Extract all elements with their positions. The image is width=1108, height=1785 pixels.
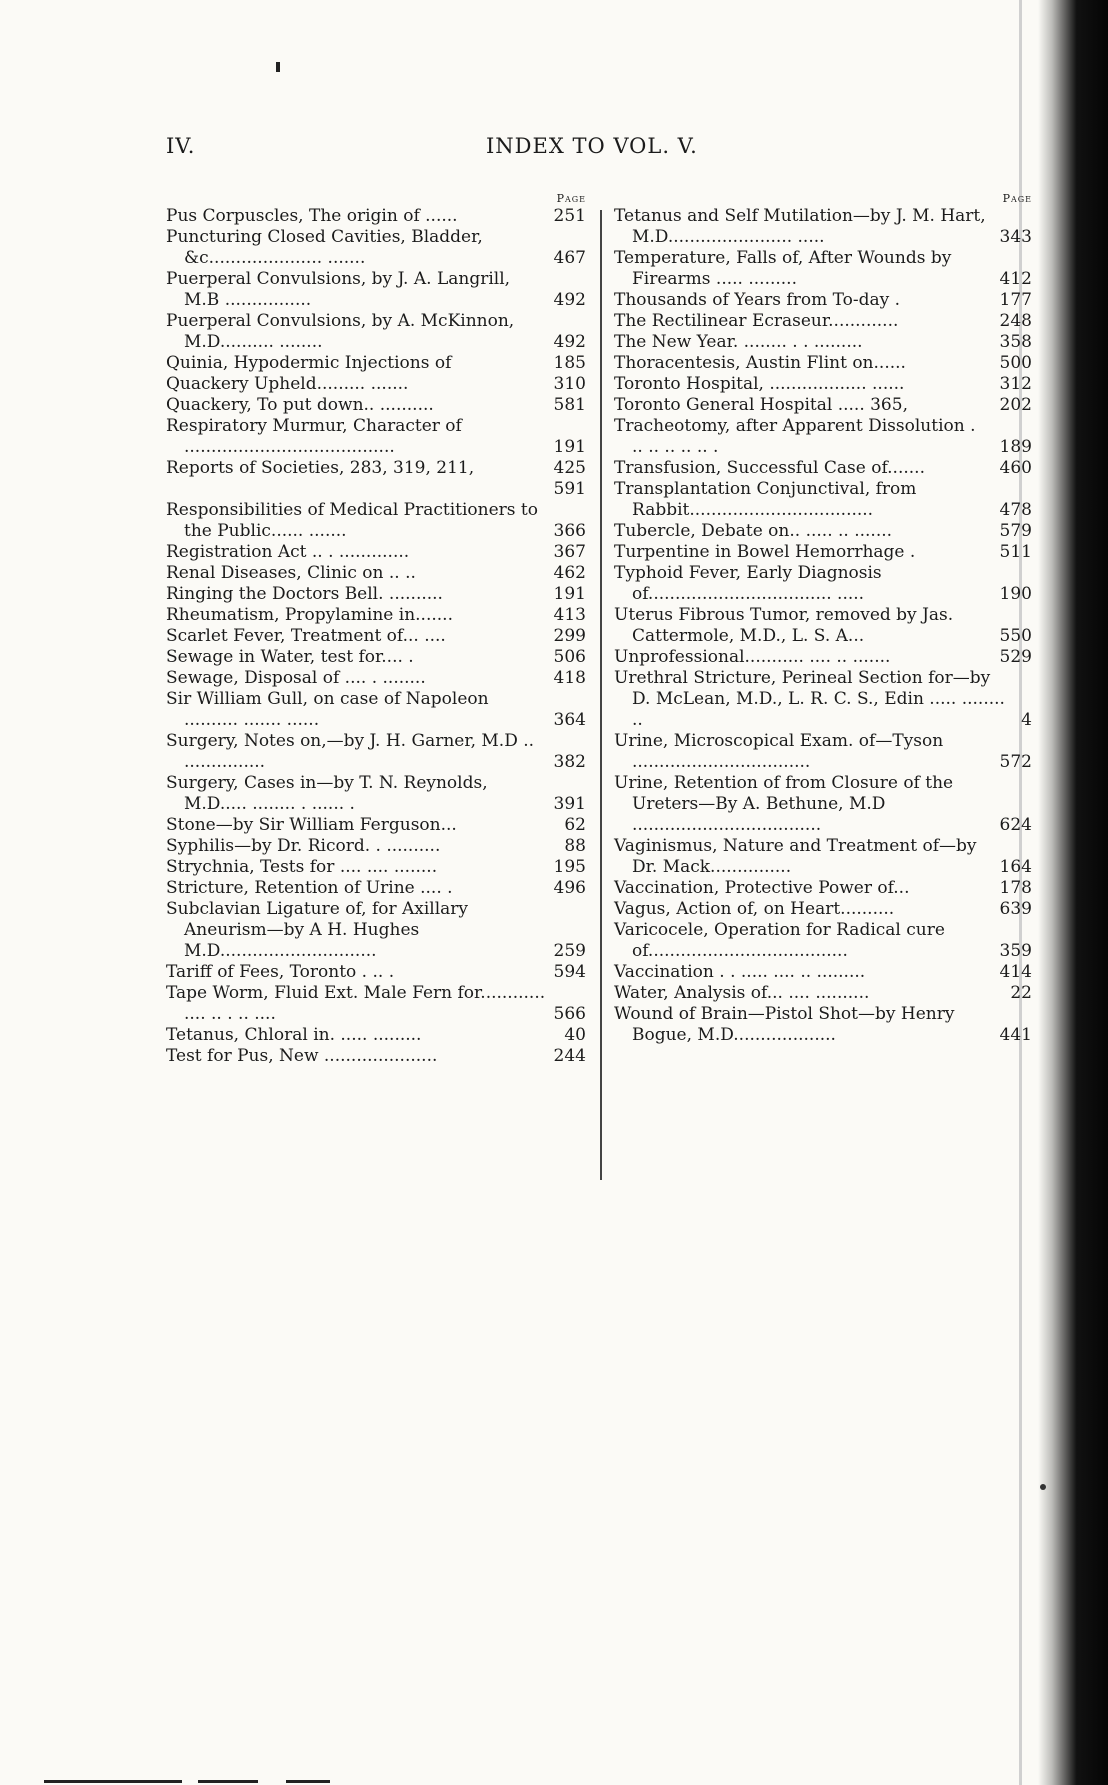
entry-text: Toronto General Hospital ..... 365, (614, 395, 908, 415)
entry-text: Puerperal Convulsions, by A. McKinnon, M.D.......... ........ (166, 311, 515, 352)
entry-page-number: 358 (999, 332, 1032, 352)
entry-page-number: 189 (999, 437, 1032, 457)
index-entry (166, 269, 586, 311)
entry-text: Responsibilities of Medical Practitioners to the Public...... ....... (166, 500, 538, 541)
entry-page-number: 579 (999, 521, 1032, 541)
footer-rule (286, 1780, 330, 1783)
index-entry (614, 206, 1032, 248)
index-entry (166, 836, 586, 857)
folio-number: IV. (166, 134, 196, 158)
right-column (614, 192, 1032, 1046)
entry-text: Strychnia, Tests for .... .... ........ (166, 857, 438, 877)
index-entry (614, 563, 1032, 605)
footer-rule (198, 1780, 258, 1783)
entry-page-number: 500 (999, 353, 1032, 373)
left-entry-list (166, 206, 586, 1067)
index-entry (614, 920, 1032, 962)
index-entry (166, 983, 586, 1025)
entry-page-number: 4 (1021, 710, 1032, 730)
entry-text: Pus Corpuscles, The origin of ...... (166, 206, 458, 226)
entry-text: Subclavian Ligature of, for Axillary Aneurism—by A H. Hughes M.D............................. (166, 899, 469, 961)
index-entry (166, 584, 586, 605)
entry-page-number: 425 (553, 458, 586, 478)
left-page-label: Page (556, 192, 586, 205)
entry-text: Stricture, Retention of Urine .... . (166, 878, 453, 898)
entry-text: Sir William Gull, on case of Napoleon .......... ....... ...... (166, 689, 489, 730)
index-entry (614, 416, 1032, 458)
entry-page-number: 506 (553, 647, 586, 667)
entry-page-number: 382 (553, 752, 586, 772)
index-entry (166, 1025, 586, 1046)
entry-page-number: 62 (564, 815, 586, 835)
entry-page-number: 195 (553, 857, 586, 877)
entry-text: Water, Analysis of... .... .......... (614, 983, 870, 1003)
entry-page-number: 22 (1010, 983, 1032, 1003)
entry-text: Sewage, Disposal of .... . ........ (166, 668, 426, 688)
entry-text: Turpentine in Bowel Hemorrhage . (614, 542, 916, 562)
entry-text: Tape Worm, Fluid Ext. Male Fern for............ .... .. . .. .... (166, 983, 546, 1024)
entry-page-number: 441 (999, 1025, 1032, 1045)
entry-page-number: 202 (999, 395, 1032, 415)
entry-text: Tetanus and Self Mutilation—by J. M. Hart, M.D....................... ..... (614, 206, 986, 247)
entry-page-number: 492 (553, 332, 586, 352)
entry-page-number: 310 (553, 374, 586, 394)
entry-page-number: 40 (564, 1025, 586, 1045)
entry-page-number: 414 (999, 962, 1032, 982)
entry-text: Quackery, To put down.. .......... (166, 395, 434, 415)
entry-text: Syphilis—by Dr. Ricord. . .......... (166, 836, 441, 856)
entry-page-number: 462 (553, 563, 586, 583)
entry-text: Transplantation Conjunctival, from Rabbit.................................. (614, 479, 917, 520)
entry-text: Rheumatism, Propylamine in....... (166, 605, 453, 625)
index-entry (166, 899, 586, 962)
entry-text: Tubercle, Debate on.. ..... .. ....... (614, 521, 893, 541)
entry-page-number: 639 (999, 899, 1032, 919)
entry-page-number: 366 (553, 521, 586, 541)
entry-page-number: 418 (553, 668, 586, 688)
entry-text: Surgery, Notes on,—by J. H. Garner, M.D .. ............... (166, 731, 535, 772)
index-entry (614, 983, 1032, 1004)
entry-text: Puncturing Closed Cavities, Bladder, &c..................... ....... (166, 227, 483, 268)
index-entry (614, 332, 1032, 353)
entry-text: The New Year. ........ . . ......... (614, 332, 863, 352)
ink-mark (276, 62, 280, 72)
entry-text: Test for Pus, New ..................... (166, 1046, 438, 1066)
index-entry (166, 878, 586, 899)
index-entry (614, 521, 1032, 542)
index-entry (614, 458, 1032, 479)
entry-text: Vaccination . . ..... .... .. ......... (614, 962, 866, 982)
entry-page-number: 178 (999, 878, 1032, 898)
entry-text: Tariff of Fees, Toronto . .. . (166, 962, 395, 982)
entry-page-number: 413 (553, 605, 586, 625)
entry-page-number: 492 (553, 290, 586, 310)
entry-text: Urine, Retention of from Closure of the Ureters—By A. Bethune, M.D ................................... (614, 773, 954, 835)
index-entry (166, 479, 586, 500)
entry-page-number: 251 (553, 206, 586, 226)
index-entry (166, 395, 586, 416)
index-entry (166, 227, 586, 269)
entry-page-number: 550 (999, 626, 1032, 646)
entry-text: Renal Diseases, Clinic on .. .. (166, 563, 416, 583)
entry-page-number: 496 (553, 878, 586, 898)
index-entry (166, 563, 586, 584)
right-page-label: Page (1002, 192, 1032, 205)
entry-text: Toronto Hospital, .................. ...... (614, 374, 905, 394)
index-entry (614, 899, 1032, 920)
index-entry (166, 500, 586, 542)
entry-page-number: 259 (553, 941, 586, 961)
index-entry (166, 731, 586, 773)
entry-page-number: 191 (553, 437, 586, 457)
entry-text: Quackery Upheld......... ....... (166, 374, 409, 394)
column-divider (600, 210, 602, 1180)
index-entry (614, 668, 1032, 731)
entry-text: Vaccination, Protective Power of... (614, 878, 910, 898)
entry-page-number: 412 (999, 269, 1032, 289)
index-entry (166, 458, 586, 479)
entry-page-number: 185 (553, 353, 586, 373)
entry-text: Scarlet Fever, Treatment of... .... (166, 626, 446, 646)
index-entry (614, 395, 1032, 416)
index-entry (614, 962, 1032, 983)
entry-page-number: 343 (999, 227, 1032, 247)
entry-text: Urine, Microscopical Exam. of—Tyson ................................. (614, 731, 944, 772)
entry-page-number: 594 (553, 962, 586, 982)
index-entry (614, 353, 1032, 374)
entry-text: Typhoid Fever, Early Diagnosis of.................................. ..... (614, 563, 882, 604)
entry-text: Thousands of Years from To-day . (614, 290, 901, 310)
index-entry (166, 311, 586, 353)
entry-page-number: 467 (553, 248, 586, 268)
index-entry (614, 311, 1032, 332)
entry-text: Quinia, Hypodermic Injections of (166, 353, 452, 373)
entry-page-number: 299 (553, 626, 586, 646)
entry-page-number: 624 (999, 815, 1032, 835)
entry-text: Puerperal Convulsions, by J. A. Langrill, M.B ................ (166, 269, 511, 310)
entry-page-number: 88 (564, 836, 586, 856)
stray-dot (1040, 1484, 1046, 1490)
index-entry (166, 353, 586, 374)
footer-rule (44, 1780, 182, 1783)
scan-edge-shadow (1038, 0, 1108, 1785)
entry-page-number: 359 (999, 941, 1032, 961)
entry-page-number: 566 (553, 1004, 586, 1024)
entry-page-number: 511 (999, 542, 1032, 562)
entry-page-number: 177 (999, 290, 1032, 310)
index-entry (166, 857, 586, 878)
entry-page-number: 312 (999, 374, 1032, 394)
entry-text: Transfusion, Successful Case of....... (614, 458, 925, 478)
entry-text: Registration Act .. . ............. (166, 542, 410, 562)
index-entry (614, 605, 1032, 647)
entry-page-number: 191 (553, 584, 586, 604)
index-entry (166, 773, 586, 815)
left-column (166, 192, 586, 1067)
entry-text: Ringing the Doctors Bell. .......... (166, 584, 443, 604)
index-entry (166, 542, 586, 563)
entry-text: Respiratory Murmur, Character of ....................................... (166, 416, 462, 457)
entry-text: Vaginismus, Nature and Treatment of—by Dr. Mack............... (614, 836, 977, 877)
index-entry (166, 1046, 586, 1067)
entry-page-number: 478 (999, 500, 1032, 520)
entry-page-number: 364 (553, 710, 586, 730)
index-entry (166, 626, 586, 647)
entry-page-number: 572 (999, 752, 1032, 772)
index-entry (614, 647, 1032, 668)
index-entry (614, 731, 1032, 773)
entry-text: Urethral Stricture, Perineal Section for—by D. McLean, M.D., L. R. C. S., Edin ..... ........ .. (614, 668, 1005, 730)
entry-text: Sewage in Water, test for.... . (166, 647, 414, 667)
index-entry (614, 542, 1032, 563)
index-entry (166, 374, 586, 395)
index-entry (614, 374, 1032, 395)
entry-text: Unprofessional........... .... .. ....... (614, 647, 891, 667)
index-entry (166, 668, 586, 689)
index-entry (614, 878, 1032, 899)
right-entry-list (614, 206, 1032, 1046)
entry-text: Varicocele, Operation for Radical cure of..................................... (614, 920, 945, 961)
entry-page-number: 529 (999, 647, 1032, 667)
entry-text: Tetanus, Chloral in. ..... ......... (166, 1025, 422, 1045)
running-header (166, 134, 1026, 162)
entry-page-number: 591 (553, 479, 586, 499)
entry-page-number: 244 (553, 1046, 586, 1066)
entry-text: The Rectilinear Ecraseur............. (614, 311, 899, 331)
entry-text: Thoracentesis, Austin Flint on...... (614, 353, 906, 373)
entry-page-number: 248 (999, 311, 1032, 331)
entry-text: Vagus, Action of, on Heart.......... (614, 899, 895, 919)
index-entry (166, 605, 586, 626)
index-entry (166, 689, 586, 731)
entry-text: Tracheotomy, after Apparent Dissolution . .. .. .. .. .. . (614, 416, 976, 457)
index-entry (166, 815, 586, 836)
index-entry (614, 1004, 1032, 1046)
index-entry (614, 773, 1032, 836)
index-entry (614, 248, 1032, 290)
entry-text: Stone—by Sir William Ferguson... (166, 815, 457, 835)
index-entry (166, 647, 586, 668)
page-title: INDEX TO VOL. V. (486, 134, 698, 158)
entry-page-number: 367 (553, 542, 586, 562)
entry-text: Uterus Fibrous Tumor, removed by Jas. Cattermole, M.D., L. S. A... (614, 605, 954, 646)
entry-text: Reports of Societies, 283, 319, 211, (166, 458, 475, 478)
index-entry (614, 290, 1032, 311)
entry-text: Temperature, Falls of, After Wounds by Firearms ..... ......... (614, 248, 952, 289)
entry-text: Wound of Brain—Pistol Shot—by Henry Bogue, M.D................... (614, 1004, 955, 1045)
index-entry (166, 206, 586, 227)
index-entry (166, 962, 586, 983)
index-entry (614, 836, 1032, 878)
entry-page-number: 460 (999, 458, 1032, 478)
entry-page-number: 581 (553, 395, 586, 415)
index-entry (614, 479, 1032, 521)
entry-page-number: 164 (999, 857, 1032, 877)
index-entry (166, 416, 586, 458)
entry-page-number: 391 (553, 794, 586, 814)
entry-page-number: 190 (999, 584, 1032, 604)
entry-text: Surgery, Cases in—by T. N. Reynolds, M.D..... ........ . ...... . (166, 773, 488, 814)
